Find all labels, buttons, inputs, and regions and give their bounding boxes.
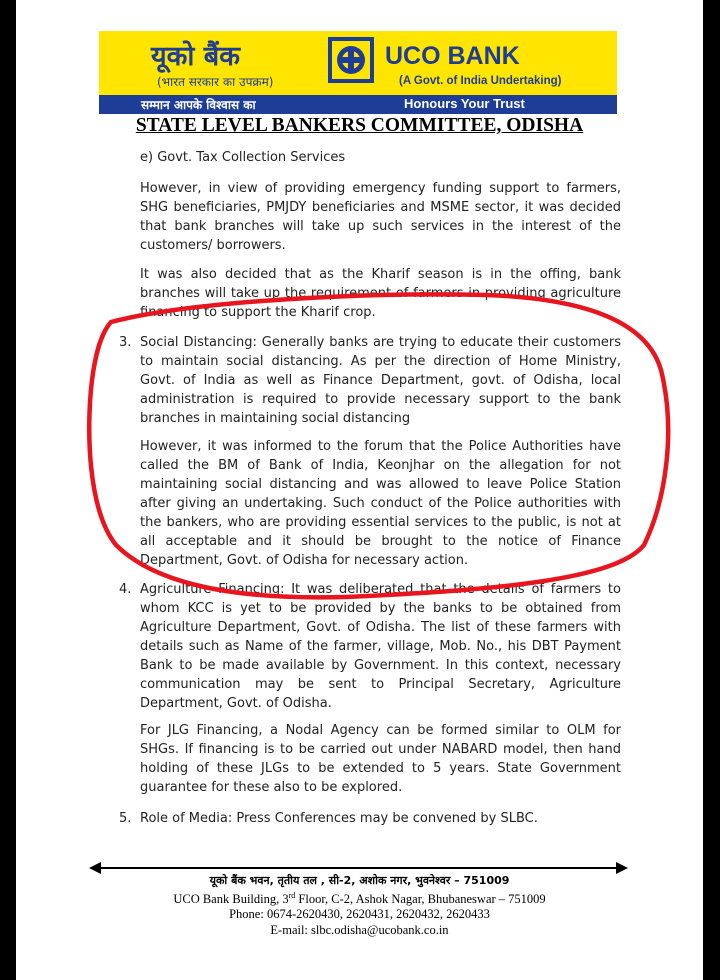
hindi-subtitle: (भारत सरकार का उपक्रम) (157, 75, 274, 89)
slogan-hindi: सम्मान आपके विश्वास का (141, 98, 256, 112)
document-page (16, 0, 703, 980)
footer-address (16, 891, 703, 907)
bank-subtitle: (A Govt. of India Undertaking) (399, 75, 562, 87)
slogan-bar (99, 95, 617, 114)
item-5-number: 5. (119, 811, 132, 826)
footer-email: E-mail: slbc.odisha@ucobank.co.in (270, 923, 449, 937)
item-e: e) Govt. Tax Collection Services (140, 150, 346, 165)
item-3-social-distancing: Social Distancing: Generally banks are trying to educate their customers to maintain social distancing. As per the direction of Home Ministry, Govt. of India as well as Finance Department, govt. of Odisha, local administration is required to provide necessary support to the bank branches in maintaining social distancing (140, 335, 621, 426)
letterhead-banner (99, 31, 617, 114)
item-3-number: 3. (119, 335, 132, 350)
footer-divider (91, 867, 626, 869)
bank-name: UCO BANK (385, 42, 520, 70)
item-4-agriculture-financing: Agriculture Financing: It was deliberated that the details of farmers to whom KCC is yet to be provided by the banks to be obtained from Agriculture Department, Govt. of Odisha. The list of these farmers with details such as Name of the farmer, village, Mob. No., his DBT Payment Bank to be made available by Government. In this context, necessary communication may be sent to Principal Secretary, Agriculture Department, Govt. of Odisha. (140, 582, 621, 711)
uco-bank-logo-icon (328, 37, 374, 83)
para-kharif: It was also decided that as the Kharif season is in the offing, bank branches will take up the requirement of farmers in providing agriculture financing to support the Kharif crop. (140, 267, 621, 320)
item-4-number: 4. (119, 582, 132, 597)
slogan: Honours Your Trust (404, 96, 525, 111)
footer-phone: Phone: 0674-2620430, 2620431, 2620432, 2620433 (229, 907, 490, 921)
address-suffix: Floor, C-2, Ashok Nagar, Bhubaneswar – 751009 (295, 892, 546, 907)
address-prefix: UCO Bank Building, 3 (173, 892, 289, 907)
para-emergency-funding: However, in view of providing emergency funding support to farmers, SHG beneficiaries, PMJDY beneficiaries and MSME sector, it was decided that bank branches will take up such services in the interest of the customers/ borrowers. (140, 181, 621, 253)
address-superscript: rd (288, 891, 296, 900)
item-3-police-para: However, it was informed to the forum that the Police Authorities have called the BM of Bank of India, Keonjhar on the allegation for not maintaining social distancing and was allowed to leave Police Station after giving an undertaking. Such conduct of the Police authorities with the bankers, who are providing essential services to the public, is not at all acceptable and it should be brought to the notice of Finance Department, Govt. of Odisha for necessary action. (140, 439, 621, 568)
item-5-role-of-media: Role of Media: Press Conferences may be convened by SLBC. (140, 811, 538, 826)
bank-name-hindi: यूको बैंक (151, 41, 240, 72)
footer-address-hindi: यूको बैंक भवन, तृतीय तल , सी-2, अशोक नगर, भुवनेश्वर – 751009 (209, 874, 510, 887)
committee-title: STATE LEVEL BANKERS COMMITTEE, ODISHA (135, 115, 584, 136)
item-4-jlg-para: For JLG Financing, a Nodal Agency can be formed similar to OLM for SHGs. If financing is to be carried out under NABARD model, then hand holding of these JLGs to be extended to 5 years. State Government guarantee for these also to be explored. (140, 723, 621, 795)
